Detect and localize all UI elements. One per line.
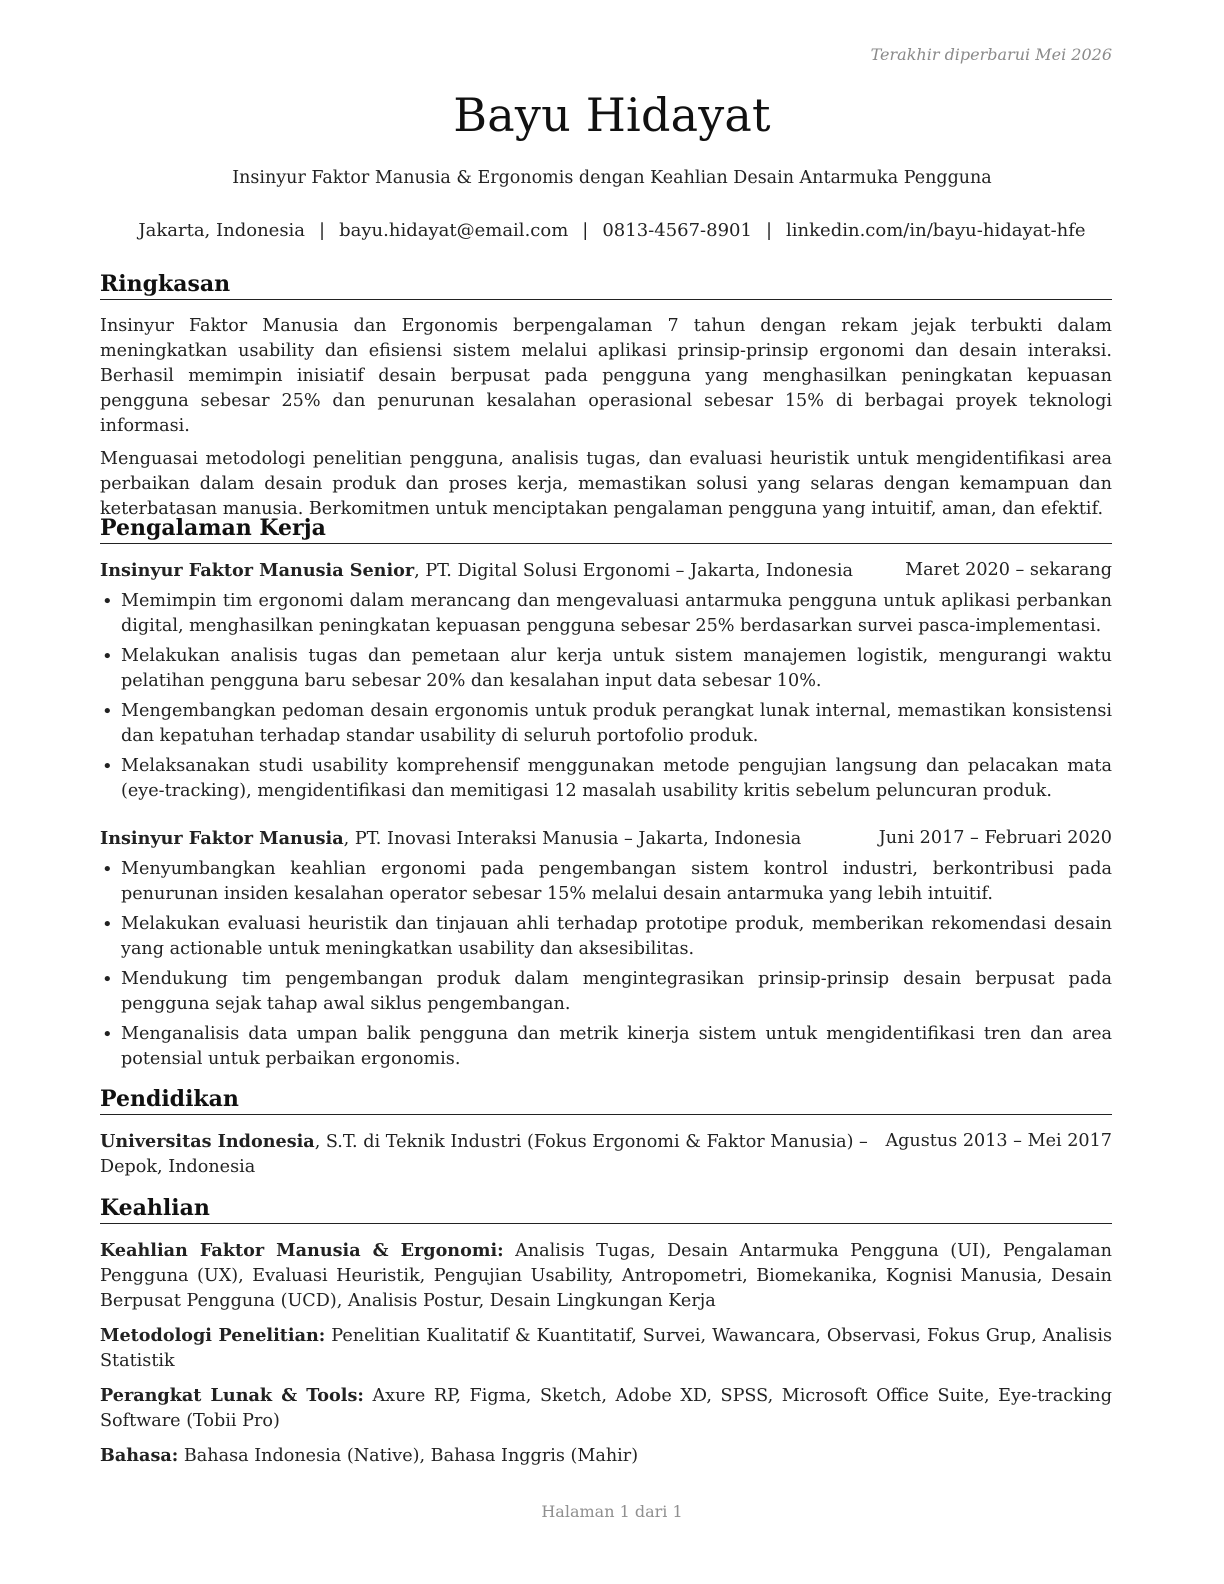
job-dates: Maret 2020 – sekarang	[905, 560, 1112, 580]
contact-linkedin[interactable]: linkedin.com/in/bayu-hidayat-hfe	[786, 220, 1086, 241]
page-number: Halaman 1 dari 1	[541, 1502, 683, 1521]
candidate-name: Bayu Hidayat	[453, 88, 771, 142]
contact-line	[0, 220, 1224, 241]
job-bullet: • Mengembangkan pedoman desain ergonomis untuk produk perangkat lunak internal, memastikan konsistensi dan kepatuhan terhadap standar usability di seluruh portofolio produk.	[100, 699, 1112, 749]
education-location: Depok, Indonesia	[100, 1157, 256, 1177]
job-bullet: • Melakukan analisis tugas dan pemetaan alur kerja untuk sistem manajemen logistik, mengurangi waktu pelatihan pengguna baru sebesar 20% dan kesalahan input data sebesar 10%.	[100, 644, 1112, 694]
skill-text: Axure RP, Figma, Sketch, Adobe XD, SPSS, Microsoft Office Suite, Eye-tracking Software (Tobii Pro)	[100, 1386, 1112, 1431]
summary-paragraph: Menguasai metodologi penelitian pengguna, analisis tugas, dan evaluasi heuristik untuk mengidentifikasi area perbaikan dalam desain produk dan proses kerja, memastikan solusi yang selaras dengan kemampuan dan keterbatasan manusia. Berkomitmen untuk menciptakan pengalaman pengguna yang intuitif, aman, dan efektif.	[100, 449, 1112, 519]
summary-paragraph: Insinyur Faktor Manusia dan Ergonomis berpengalaman 7 tahun dengan rekam jejak terbukti dalam meningkatkan usability dan efisiensi sistem melalui aplikasi prinsip-prinsip ergonomi dan desain interaksi. Berhasil memimpin inisiatif desain berpusat pada pengguna yang menghasilkan peningkatan kepuasan pengguna sebesar 25% dan penurunan kesalahan operasional sebesar 15% di berbagai proyek teknologi informasi.	[100, 316, 1112, 436]
candidate-tagline: Insinyur Faktor Manusia & Ergonomis dengan Keahlian Desain Antarmuka Pengguna	[232, 168, 992, 188]
last-updated-note: Terakhir diperbarui Mei 2026	[870, 45, 1112, 64]
job-bullet: • Melaksanakan studi usability komprehensif menggunakan metode pengujian langsung dan pelacakan mata (eye-tracking), mengidentifikasi dan memitigasi 12 masalah usability kritis sebelum peluncuran produk.	[100, 754, 1112, 804]
skill-line	[100, 1238, 1112, 1314]
contact-separator: |	[582, 220, 589, 241]
education-dates: Agustus 2013 – Mei 2017	[885, 1131, 1112, 1151]
section-title-skills: Keahlian	[100, 1194, 1112, 1224]
education-school: Universitas Indonesia	[100, 1131, 315, 1152]
skill-label: Bahasa:	[100, 1445, 179, 1466]
contact-email[interactable]: bayu.hidayat@email.com	[339, 220, 569, 241]
contact-separator: |	[319, 220, 326, 241]
job-company: , PT. Inovasi Interaksi Manusia – Jakarta, Indonesia	[343, 829, 802, 849]
contact-location: Jakarta, Indonesia	[138, 220, 306, 241]
job-bullets	[100, 857, 1112, 1072]
job-role: Insinyur Faktor Manusia	[100, 828, 344, 849]
section-title-education: Pendidikan	[100, 1085, 1112, 1115]
skill-text: Bahasa Indonesia (Native), Bahasa Inggris (Mahir)	[178, 1446, 639, 1466]
job-header	[100, 558, 1112, 584]
contact-separator: |	[765, 220, 773, 241]
section-title-experience: Pengalaman Kerja	[100, 514, 1112, 544]
skill-line	[100, 1383, 1112, 1434]
education-header	[100, 1129, 1112, 1155]
job-company: , PT. Digital Solusi Ergonomi – Jakarta, Indonesia	[414, 561, 853, 581]
job-entry	[100, 558, 1112, 809]
job-header	[100, 826, 1112, 852]
skills-section	[100, 1238, 1112, 1478]
job-bullets	[100, 589, 1112, 804]
job-bullet: • Melakukan evaluasi heuristik dan tinjauan ahli terhadap prototipe produk, memberikan rekomendasi desain yang actionable untuk meningkatkan usability dan aksesibilitas.	[100, 912, 1112, 962]
skill-label: Keahlian Faktor Manusia & Ergonomi:	[100, 1240, 504, 1261]
summary-section	[100, 314, 1112, 530]
education-degree: , S.T. di Teknik Industri (Fokus Ergonomi & Faktor Manusia) –	[314, 1132, 868, 1152]
job-bullet: • Menganalisis data umpan balik pengguna dan metrik kinerja sistem untuk mengidentifikasi tren dan area potensial untuk perbaikan ergonomis.	[100, 1022, 1112, 1072]
skill-label: Perangkat Lunak & Tools:	[100, 1385, 364, 1406]
job-bullet: • Memimpin tim ergonomi dalam merancang dan mengevaluasi antarmuka pengguna untuk aplikasi perbankan digital, menghasilkan peningkatan kepuasan pengguna sebesar 25% berdasarkan survei pasca-implementasi.	[100, 589, 1112, 639]
job-bullet: • Mendukung tim pengembangan produk dalam mengintegrasikan prinsip-prinsip desain berpusat pada pengguna sejak tahap awal siklus pengembangan.	[100, 967, 1112, 1017]
education-entry	[100, 1129, 1112, 1180]
skill-label: Metodologi Penelitian:	[100, 1325, 326, 1346]
job-role: Insinyur Faktor Manusia Senior	[100, 560, 415, 581]
job-bullet: • Menyumbangkan keahlian ergonomi pada pengembangan sistem kontrol industri, berkontribusi pada penurunan insiden kesalahan operator sebesar 15% melalui desain antarmuka yang lebih intuitif.	[100, 857, 1112, 907]
skill-line	[100, 1323, 1112, 1374]
skill-line	[100, 1443, 1112, 1469]
skill-text: Analisis Tugas, Desain Antarmuka Pengguna (UI), Pengalaman Pengguna (UX), Evaluasi Heuristik, Pengujian Usability, Antropometri, Biomekanika, Kognisi Manusia, Desain Berpusat Pengguna (UCD), Analisis Postur, Desain Lingkungan Kerja	[100, 1241, 1112, 1311]
contact-phone: 0813-4567-8901	[602, 220, 752, 241]
section-title-summary: Ringkasan	[100, 270, 1112, 300]
job-dates: Juni 2017 – Februari 2020	[878, 828, 1112, 848]
job-entry	[100, 826, 1112, 1077]
skill-text: Penelitian Kualitatif & Kuantitatif, Survei, Wawancara, Observasi, Fokus Grup, Analisis Statistik	[100, 1326, 1112, 1371]
